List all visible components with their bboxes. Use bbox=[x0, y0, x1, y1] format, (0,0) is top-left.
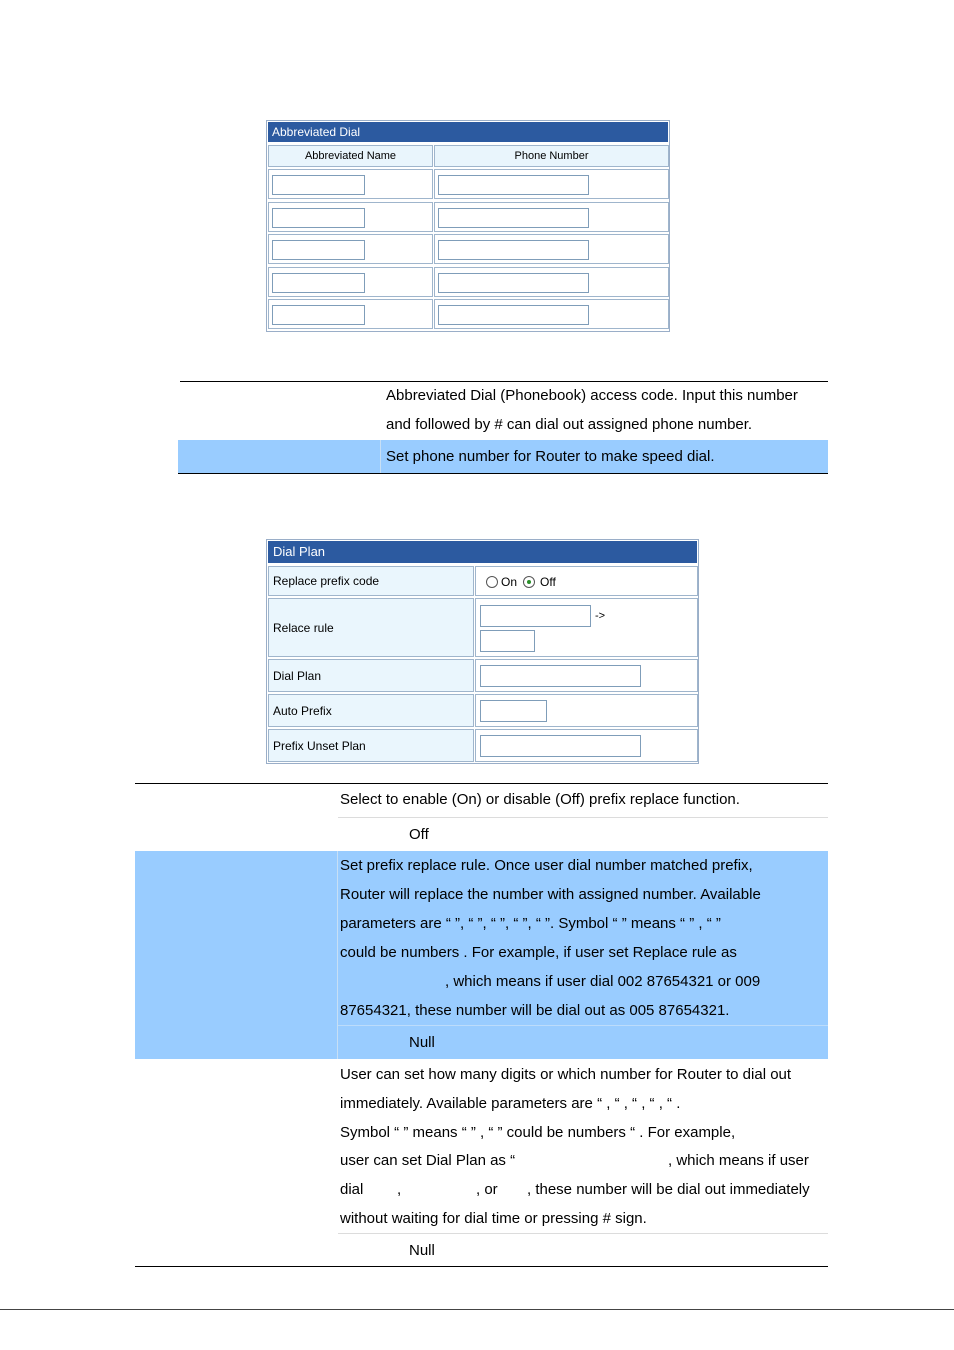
dp-desc-line: 87654321, these number will be dial out as 005 87654321. bbox=[340, 1002, 730, 1019]
abbr-desc-line: and followed by # can dial out assigned phone number. bbox=[386, 416, 753, 433]
abbreviated-name-input-1[interactable] bbox=[272, 175, 365, 195]
abbreviated-name-input-4[interactable] bbox=[272, 273, 365, 293]
abbreviated-dial-title: Abbreviated Dial bbox=[268, 122, 668, 142]
default-value: Null bbox=[409, 1242, 435, 1259]
auto-prefix-input[interactable] bbox=[480, 700, 547, 722]
table-row bbox=[268, 169, 433, 199]
dial-plan-cell bbox=[475, 659, 698, 692]
table-row bbox=[434, 234, 669, 264]
table-row bbox=[434, 299, 669, 329]
prefix-unset-plan-text: Prefix Unset Plan bbox=[273, 738, 366, 753]
dp-desc-line: , or bbox=[476, 1181, 498, 1198]
row-divider bbox=[338, 1025, 828, 1026]
replace-rule-label bbox=[268, 598, 474, 657]
default-value: Off bbox=[409, 826, 429, 843]
dial-plan-text: Dial Plan bbox=[273, 668, 322, 683]
abbr-desc-line: Set phone number for Router to make speed dial. bbox=[386, 448, 715, 465]
phone-number-input-1[interactable] bbox=[438, 175, 589, 195]
dp-desc-line: , which means if user dial 002 87654321 or 009 bbox=[445, 973, 761, 990]
phone-number-input-4[interactable] bbox=[438, 273, 589, 293]
dp-desc-line: , these number will be dial out immediately bbox=[527, 1181, 810, 1198]
table-rule-bottom bbox=[178, 473, 828, 474]
abbreviated-name-input-2[interactable] bbox=[272, 208, 365, 228]
row-divider bbox=[338, 817, 828, 818]
dial-plan-label bbox=[268, 659, 474, 692]
column-divider bbox=[337, 851, 338, 1059]
dp-desc-line: User can set how many digits or which number for Router to dial out bbox=[340, 1066, 792, 1083]
dial-plan-title: Dial Plan bbox=[268, 541, 697, 563]
table-row bbox=[434, 169, 669, 199]
column-header-abbreviated-name: Abbreviated Name bbox=[268, 145, 433, 167]
dp-desc-line: dial bbox=[340, 1181, 364, 1198]
replace-prefix-code-text: Replace prefix code bbox=[273, 574, 380, 588]
dp-desc-line: Set prefix replace rule. Once user dial number matched prefix, bbox=[340, 857, 753, 874]
dial-plan-input[interactable] bbox=[480, 665, 641, 687]
phone-number-input-2[interactable] bbox=[438, 208, 589, 228]
auto-prefix-cell bbox=[475, 694, 698, 727]
prefix-unset-plan-input[interactable] bbox=[480, 735, 641, 757]
dp-desc-line: Symbol “ ” means “ ” , “ ” could be numbers “ . For example, bbox=[340, 1124, 736, 1141]
abbreviated-name-input-5[interactable] bbox=[272, 305, 365, 325]
table-row bbox=[268, 234, 433, 264]
column-divider bbox=[380, 440, 381, 473]
row-divider bbox=[338, 1233, 828, 1234]
table-rule-top bbox=[135, 783, 828, 784]
table-row bbox=[268, 202, 433, 232]
dp-desc-line: without waiting for dial time or pressing # sign. bbox=[340, 1210, 647, 1227]
replace-rule-to-input[interactable] bbox=[480, 630, 535, 652]
dp-desc-line: user can set Dial Plan as “ bbox=[340, 1152, 516, 1169]
dp-desc-line: parameters are “ ”, “ ”, “ ”, “ ”, “ ”. Symbol “ ” means “ ” , “ ” bbox=[340, 915, 721, 932]
abbreviated-name-input-3[interactable] bbox=[272, 240, 365, 260]
prefix-unset-plan-cell bbox=[475, 729, 698, 762]
replace-rule-from-input[interactable] bbox=[480, 605, 591, 627]
arrow-text: -> bbox=[595, 610, 606, 622]
table-rule-bottom bbox=[135, 1266, 828, 1267]
dp-desc-line: , which means if user bbox=[668, 1152, 809, 1169]
table-row bbox=[434, 267, 669, 297]
replace-rule-text: Relace rule bbox=[273, 620, 334, 635]
column-header-phone-number: Phone Number bbox=[434, 145, 669, 167]
radio-on-label: On bbox=[501, 575, 518, 589]
auto-prefix-text: Auto Prefix bbox=[273, 703, 332, 718]
replace-prefix-code-cell bbox=[475, 566, 698, 596]
replace-rule-cell bbox=[475, 598, 698, 657]
page-footer-rule bbox=[0, 1309, 954, 1310]
dp-desc-line: immediately. Available parameters are “ , “ , “ , “ , “ . bbox=[340, 1095, 681, 1112]
dp-desc-line: Router will replace the number with assigned number. Available bbox=[340, 886, 761, 903]
prefix-unset-plan-label bbox=[268, 729, 474, 762]
abbreviated-dial-panel bbox=[266, 120, 670, 332]
replace-prefix-code-label bbox=[268, 566, 474, 596]
phone-number-input-5[interactable] bbox=[438, 305, 589, 325]
radio-on[interactable] bbox=[486, 576, 498, 588]
dp-desc-line: Select to enable (On) or disable (Off) prefix replace function. bbox=[340, 791, 740, 808]
phone-number-input-3[interactable] bbox=[438, 240, 589, 260]
table-row bbox=[268, 267, 433, 297]
dp-desc-line: could be numbers . For example, if user set Replace rule as bbox=[340, 944, 737, 961]
dp-desc-line: , bbox=[397, 1181, 402, 1198]
table-row bbox=[268, 299, 433, 329]
table-row bbox=[434, 202, 669, 232]
radio-off-label: Off bbox=[540, 575, 556, 589]
radio-off[interactable] bbox=[523, 576, 535, 588]
abbr-desc-line: Abbreviated Dial (Phonebook) access code. Input this number bbox=[386, 387, 798, 404]
dial-plan-panel bbox=[266, 539, 699, 764]
auto-prefix-label bbox=[268, 694, 474, 727]
default-value: Null bbox=[409, 1034, 435, 1051]
